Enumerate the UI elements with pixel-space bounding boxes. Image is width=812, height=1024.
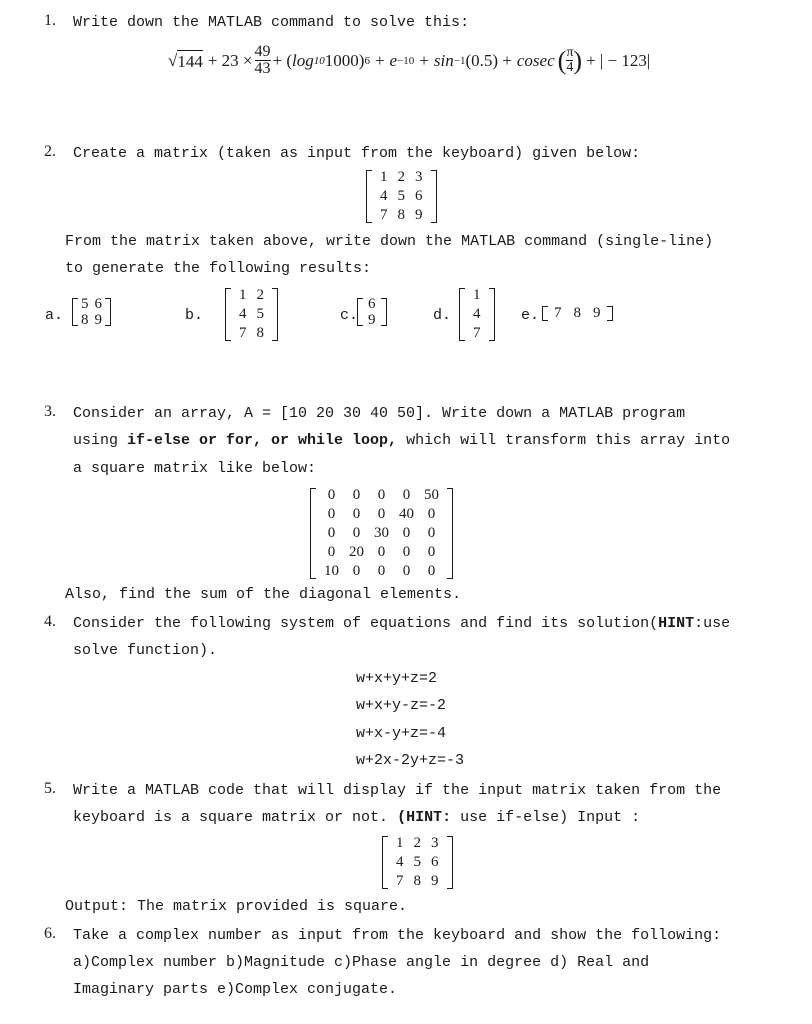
q3-line2: using if-else or for, or while loop, which will transform this array into [73,432,731,449]
fraction-pi: π [566,45,574,60]
q4-equation-3: w+x-y+z=-4 [356,725,447,742]
fraction-pi-4 [566,46,573,75]
q4-equation-2: w+x+y-z=-2 [356,697,447,714]
q5-matrix: 1 2 3 4 5 6 7 8 9 [382,834,453,891]
eq-cosec: cosec [516,50,555,70]
eq-e: e [389,50,398,70]
fraction-denominator: 43 [254,60,271,77]
q2-part-c-matrix: 6 9 [357,296,387,328]
fraction-49-43 [255,44,271,77]
eq-log: log [292,50,314,70]
q2-line2: to generate the following results: [65,260,372,277]
q6-number: 6. [44,925,56,942]
q3-number: 3. [44,403,56,420]
eq-log-arg: 1000) [324,50,365,70]
q3-line3: a square matrix like below: [73,460,317,477]
q2-part-c-label: c. [340,307,359,324]
q2-part-a-label: a. [45,307,64,324]
eq-plus-23: + 23 × [207,50,253,70]
eq-plus: + [374,50,385,70]
eq-abs: + | − 123| [586,50,651,70]
q2-part-b-matrix: 1 2 4 5 7 8 [225,286,278,343]
q6-line3: Imaginary parts e)Complex conjugate. [73,981,398,998]
q4-line2: solve function). [73,642,218,659]
q2-number: 2. [44,143,56,160]
eq-log-base: 10 [313,54,325,67]
q6-line2: a)Complex number b)Magnitude c)Phase angle in degree d) Real and [73,954,650,971]
eq-log-power: 6 [364,54,370,67]
q2-line1: From the matrix taken above, write down the MATLAB command (single-line) [65,233,714,250]
q2-part-e-label: e. [521,307,540,324]
q3-line1: Consider an array, A = [10 20 30 40 50]. Write down a MATLAB program [73,405,686,422]
q4-line1: Consider the following system of equations and find its solution(HINT:use [73,615,731,632]
eq-log-open: + ( [272,50,293,70]
eq-e-power: −10 [397,54,415,67]
q2-part-d-matrix: 1 4 7 [459,286,495,343]
fraction-numerator: 49 [254,43,271,60]
q1-number: 1. [44,12,56,29]
sqrt-symbol: √ [168,50,178,70]
q1-equation: √ 144 + 23 × $\frac{49}{43}$ + ( log 10 1000) 6 + e −10 + sin −1 (0.5) + cosec ( $\frac{\pi}{4}$ ) + | − 123| [168,43,651,77]
fraction-four: 4 [566,60,574,75]
q6-line1: Take a complex number as input from the keyboard and show the following: [73,927,722,944]
q2-input-matrix: 1 2 3 4 5 6 7 8 9 [366,168,437,225]
q2-part-b-label: b. [185,307,204,324]
q2-part-e-matrix: 7 8 9 [542,304,613,323]
q4-number: 4. [44,613,56,630]
q4-equation-1: w+x+y+z=2 [356,670,438,687]
q3-also: Also, find the sum of the diagonal elements. [65,586,462,603]
q5-line2: keyboard is a square matrix or not. (HINT: use if-else) Input : [73,809,641,826]
q5-line1: Write a MATLAB code that will display if the input matrix taken from the [73,782,722,799]
eq-sin-arg: (0.5) + [465,50,512,70]
eq-plus: + [419,50,429,70]
q5-output: Output: The matrix provided is square. [65,898,408,915]
q2-part-d-label: d. [433,307,452,324]
q3-matrix: 0 0 0 0 50 0 0 0 40 0 0 0 30 0 0 0 20 0 0 0 10 0 0 0 0 [310,486,453,581]
q2-part-a-matrix: 5 6 8 9 [72,296,111,328]
q1-text: Write down the MATLAB command to solve this: [73,14,470,31]
eq-sin: sin [433,50,454,70]
q4-equation-4: w+2x-2y+z=-3 [356,752,465,769]
eq-sin-power: −1 [453,54,466,67]
sqrt-argument: 144 [177,51,203,71]
q2-text: Create a matrix (taken as input from the keyboard) given below: [73,145,641,162]
q5-number: 5. [44,780,56,797]
